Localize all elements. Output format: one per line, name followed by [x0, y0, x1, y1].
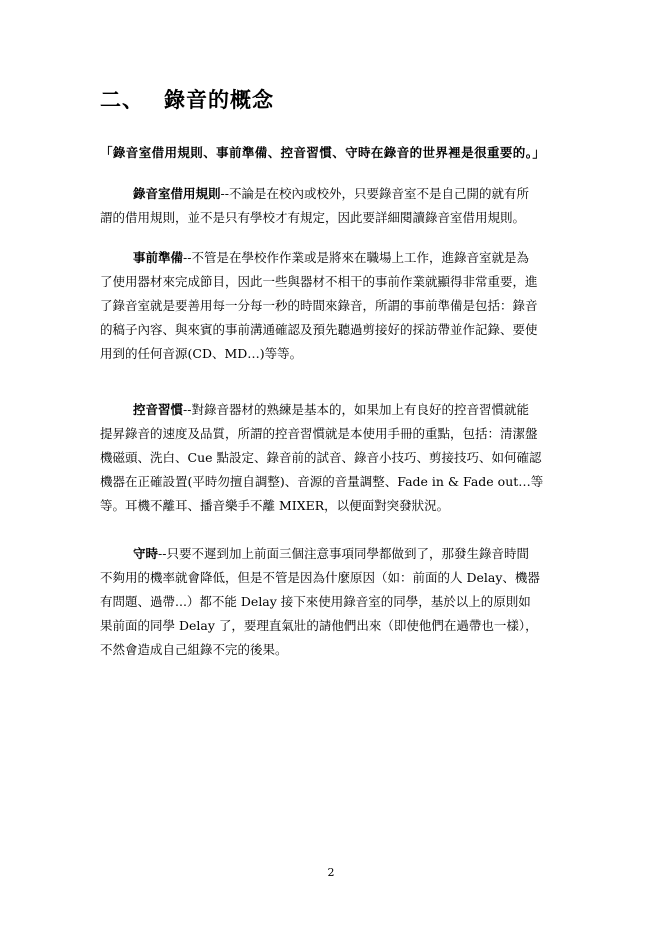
- paragraph-studio-rules: [100, 182, 566, 230]
- paragraph-term: 守時: [133, 546, 159, 561]
- paragraph-line: 提昇錄音的速度及品質，所謂的控音習慣就是本使用手冊的重點，包括：清潔盤: [100, 426, 538, 441]
- paragraph-punctuality: [100, 542, 566, 662]
- key-quote: 「錄音室借用規則、事前準備、控音習慣、守時在錄音的世界裡是很重要的。」: [100, 145, 546, 160]
- paragraph-line: 有問題、過帶...）都不能 Delay 接下來使用錄音室的同學，基於以上的原則如: [100, 594, 531, 609]
- paragraph-line: 事前準備--不管是在學校作作業或是將來在職場上工作，進錄音室就是為: [133, 250, 529, 265]
- paragraph-line: 了錄音室就是要善用每一分每一秒的時間來錄音，所謂的事前準備是包括：錄音: [100, 298, 538, 313]
- paragraph-line: 錄音室借用規則--不論是在校內或校外，只要錄音室不是自己開的就有所: [133, 186, 529, 201]
- paragraph-control-habits: [100, 398, 566, 518]
- paragraph-term: 事前準備: [133, 250, 184, 265]
- paragraph-line: 等。耳機不離耳、播音樂手不離 MIXER，以便面對突發狀況。: [100, 498, 450, 513]
- paragraph-line: 果前面的同學 Delay 了，要理直氣壯的請他們出來（即使他們在過帶也一樣），: [100, 618, 538, 633]
- paragraph-line: 機磁頭、洗白、Cue 點設定、錄音前的試音、錄音小技巧、剪接技巧、如何確認: [100, 450, 542, 465]
- paragraph-line: 的稿子內容、與來賓的事前溝通確認及預先聽過剪接好的採訪帶並作記錄、要使: [100, 322, 538, 337]
- paragraph-line: 不夠用的機率就會降低，但是不管是因為什麼原因（如：前面的人 Delay、機器: [100, 570, 540, 585]
- paragraph-term: 錄音室借用規則: [133, 186, 221, 201]
- paragraph-preparation: [100, 246, 566, 366]
- section-title: 錄音的概念: [164, 88, 274, 112]
- paragraph-line: 機器在正確設置(平時勿擅自調整)、音源的音量調整、Fade in & Fade out…等: [100, 474, 544, 489]
- paragraph-line: 謂的借用規則，並不是只有學校才有規定，因此要詳細閱讀錄音室借用規則。: [100, 210, 526, 225]
- paragraph-term: 控音習慣: [133, 402, 184, 417]
- page-number: 2: [327, 866, 335, 879]
- section-number: 二、: [100, 88, 144, 112]
- paragraph-line: 控音習慣--對錄音器材的熟練是基本的，如果加上有良好的控音習慣就能: [133, 402, 529, 417]
- paragraph-line: 了使用器材來完成節目，因此一些與器材不相干的事前作業就顯得非常重要，進: [100, 274, 538, 289]
- paragraph-line: 不然會造成自己組錄不完的後果。: [100, 642, 288, 657]
- paragraph-line: 守時--只要不遲到加上前面三個注意事項同學都做到了，那發生錄音時間: [133, 546, 529, 561]
- section-heading: [100, 84, 274, 114]
- paragraph-line: 用到的任何音源(CD、MD…)等等。: [100, 346, 303, 361]
